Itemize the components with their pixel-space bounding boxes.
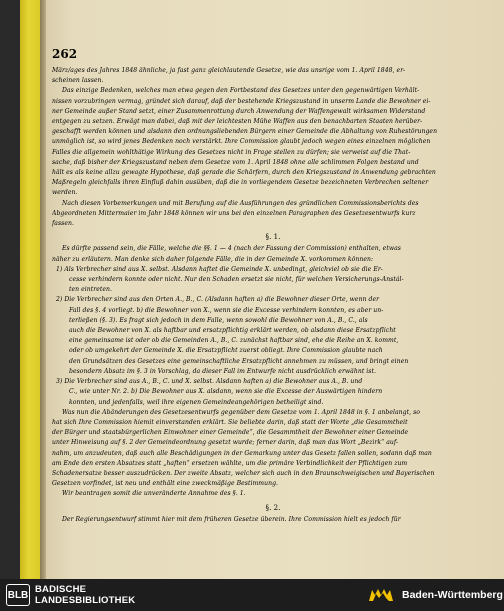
- text-line: eine gemeinsame ist oder ob die Gemeinden A., B., C. zunächst haftbar sind, ehe die Reihe an X. kommt,: [69, 337, 399, 345]
- text-line: geschafft werden können und alsdann den ordnungsliebenden Bürgern einer Gemeinde die Abhaltung von Ruhestörungen: [52, 128, 438, 136]
- section-heading: §. 1.: [265, 233, 281, 242]
- section-heading: §. 2.: [265, 503, 281, 512]
- text-line: fassen.: [52, 220, 74, 228]
- text-line: Was nun die Abänderungen des Gesetzesentwurfs gegenüber dem Gesetze vom 1. April 1848 in §. 1 anbelangt, so: [62, 408, 420, 416]
- text-line: Gesetzen vorfindet, ist neu und enthält eine zweckmäßige Bestimmung.: [52, 480, 279, 488]
- text-line: am Ende den ersten Absatzes statt „haften“ ersetzen wählte, um die primäre Verbindlichkeit der Pflichtigen zum: [52, 459, 408, 467]
- text-line: C., wie unter Nr. 2. b) Die Bewohner aus X. alsdann, wenn sie die Excesse der Auswärtigen hindern: [69, 388, 383, 396]
- text-line: 1) Als Verbrecher sind aus X. selbst. Alsdann haftet die Gemeinde X. unbedingt, gleichviel ob sie die Er-: [56, 265, 383, 273]
- footer-bar: [0, 579, 504, 611]
- page-body: [52, 66, 494, 525]
- text-line: nissen vorzubringen vermag, gründet sich darauf, daß der bestehende Kriegszustand in unserm Lande die Bewohner ei-: [52, 97, 431, 105]
- text-line: März/ages des Jahres 1848 ähnliche, ja fast ganz gleichlautende Gesetze, wie das unsrige vom 1. April 1848, er-: [52, 67, 406, 74]
- text-line: werden.: [52, 189, 78, 197]
- text-line: konnten, und jedenfalls, weil ihre eigenen Gemeindeangehörigen betheiligt sind.: [69, 398, 324, 406]
- text-line: Es dürfte passend sein, die Fälle, welche die §§. 1 — 4 (nach der Fassung der Commission) enthalten, etwas: [62, 245, 401, 253]
- text-line: nahm, um anzudeuten, daß auch alle Beschädigungen in der Gemarkung unter das Gesetz fallen sollen, sodann daß man: [52, 449, 432, 457]
- blb-logo-icon: BLB: [6, 584, 30, 606]
- text-line: auch die Bewohner von X. als haftbar und ersatzpflichtig erklärt werden, ob alsdann diese Ersatzpflicht: [69, 327, 396, 335]
- text-line: oder ob umgekehrt der Gemeinde X. die Ersatzpflicht zuerst obliegt. Ihre Commission glaubte nach: [69, 347, 383, 355]
- text-line: Fall des §. 4 vorliegt. b) die Bewohner von X., wenn sie die Excesse verhindern konnten, es aber un-: [69, 306, 384, 314]
- text-line: sache, daß bisher der Kriegszustand neben dem Gesetze vom 1. April 1848 ohne alle schlimmen Folgen bestand und: [52, 158, 419, 166]
- text-line: cesse verhindern konnte oder nicht. Nur den Schaden ersetzt sie nicht, für welchen Versicherungs-Anstál-: [69, 276, 404, 284]
- text-line: näher zu erläutern. Man denke sich daher folgende Fälle, die in der Gemeinde X. vorkommen können:: [52, 255, 374, 263]
- text-line: ner Gemeinde außer Stand setzt, einer Zusammenrottung durch Anwendung der Waffengewalt wirksamen Widerstand: [52, 107, 426, 115]
- text-line: unmöglich ist, so wird jenes Bedenken noch verstärkt. Ihre Commission glaubt jedoch wegen eines einzelnen möglichen: [52, 138, 431, 146]
- text-line: Der Regierungsentwurf stimmt hier mit dem früheren Gesetze überein. Ihre Commission hielt es jedoch für: [62, 515, 401, 523]
- library-name-line1: BADISCHE: [35, 584, 87, 595]
- text-line: Schadenersatze besser auszudrücken. Der zweite Absatz, welcher sich auch in den Braunschweigischen und Bayerischen: [52, 469, 435, 477]
- text-line: ten eintreten.: [69, 286, 112, 294]
- text-line: 3) Die Verbrecher sind aus A., B., C. und X. selbst. Alsdann haften a) die Bewohner aus A., B. und: [56, 378, 363, 386]
- text-line: den Grundsätzen des Gesetzes eine gemeinschaftliche Ersatzpflicht annehmen zu müssen, und bringt einen: [69, 357, 409, 365]
- text-line: Maßregeln gleichfalls ihren Einfluß dahin ausüben, daß die in vorliegendem Gesetze bezeichneten Verbrechen seltener: [52, 179, 429, 187]
- library-name-line2: LANDESBIBLIOTHEK: [35, 594, 136, 606]
- text-line: unter Hinweisung auf §. 2 der Gemeindeordnung gesetzt wurde; ferner darin, daß man das Wort „Bezirk“ auf-: [52, 439, 399, 447]
- text-line: scheinen lassen.: [52, 77, 104, 85]
- text-line: 2) Die Verbrecher sind aus den Orten A., B., C. (Alsdann haften a) die Bewohner dieser Orte, wenn der: [56, 296, 380, 304]
- text-line: Nach diesen Vorbemerkungen und mit Berufung auf die Ausführungen des gründlichen Commissionsberichts des: [62, 199, 419, 207]
- bw-lions-icon: [366, 586, 396, 604]
- text-line: hält es als keine allzu gewagte Hypothese, daß gerade die Schärfern, durch den Kriegszustand in Anwendung gebrachten: [52, 169, 436, 177]
- text-line: der Bürger und staatsbürgerlichen Einwohner einer Gemeinde“, die Gesammtheit der Bewohner einer Gemeinde: [52, 429, 409, 437]
- library-name: [35, 585, 135, 606]
- text-line: hat sich Ihre Commission hiemit einverstanden erklärt. Sie beliebte darin, daß statt der Worte „die Gesammtheit: [52, 418, 408, 426]
- text-line: terließen (§. 3). Es fragt sich jedoch in dem Falle, wenn sowohl die Bewohner von A., B., C., als: [69, 316, 368, 324]
- book-edge: [20, 0, 42, 579]
- state-name: Baden-Württemberg: [402, 589, 503, 601]
- text-line: besondern Absatz im §. 3 in Vorschlag, da dieser Fall im Entwurfe nicht ausdrücklich erwähnt ist.: [69, 367, 376, 375]
- text-line: Das einzige Bedenken, welches man etwa gegen den Fortbestand des Gesetzes unter den gegenwärtigen Verhält-: [62, 87, 420, 95]
- text-line: Wir beantragen somit die unveränderte Annahme des §. 1.: [62, 490, 246, 498]
- text-line: entgegen zu setzen. Erwägt man dabei, daß mit der leichtesten Mühe Waffen aus den benachbarten Staaten herüber-: [52, 118, 423, 126]
- text-line: Abgeordneten Mittermaier im Jahr 1848 können wir uns bei den einzelnen Paragraphen des Gesetzesentwurfs kurz: [52, 209, 416, 217]
- text-line: Falles die allgemein wohlthätige Wirkung des Gesetzes nicht in Frage stellen zu dürfen; sie verweist auf die That-: [52, 148, 411, 156]
- page-number: 262: [52, 47, 78, 61]
